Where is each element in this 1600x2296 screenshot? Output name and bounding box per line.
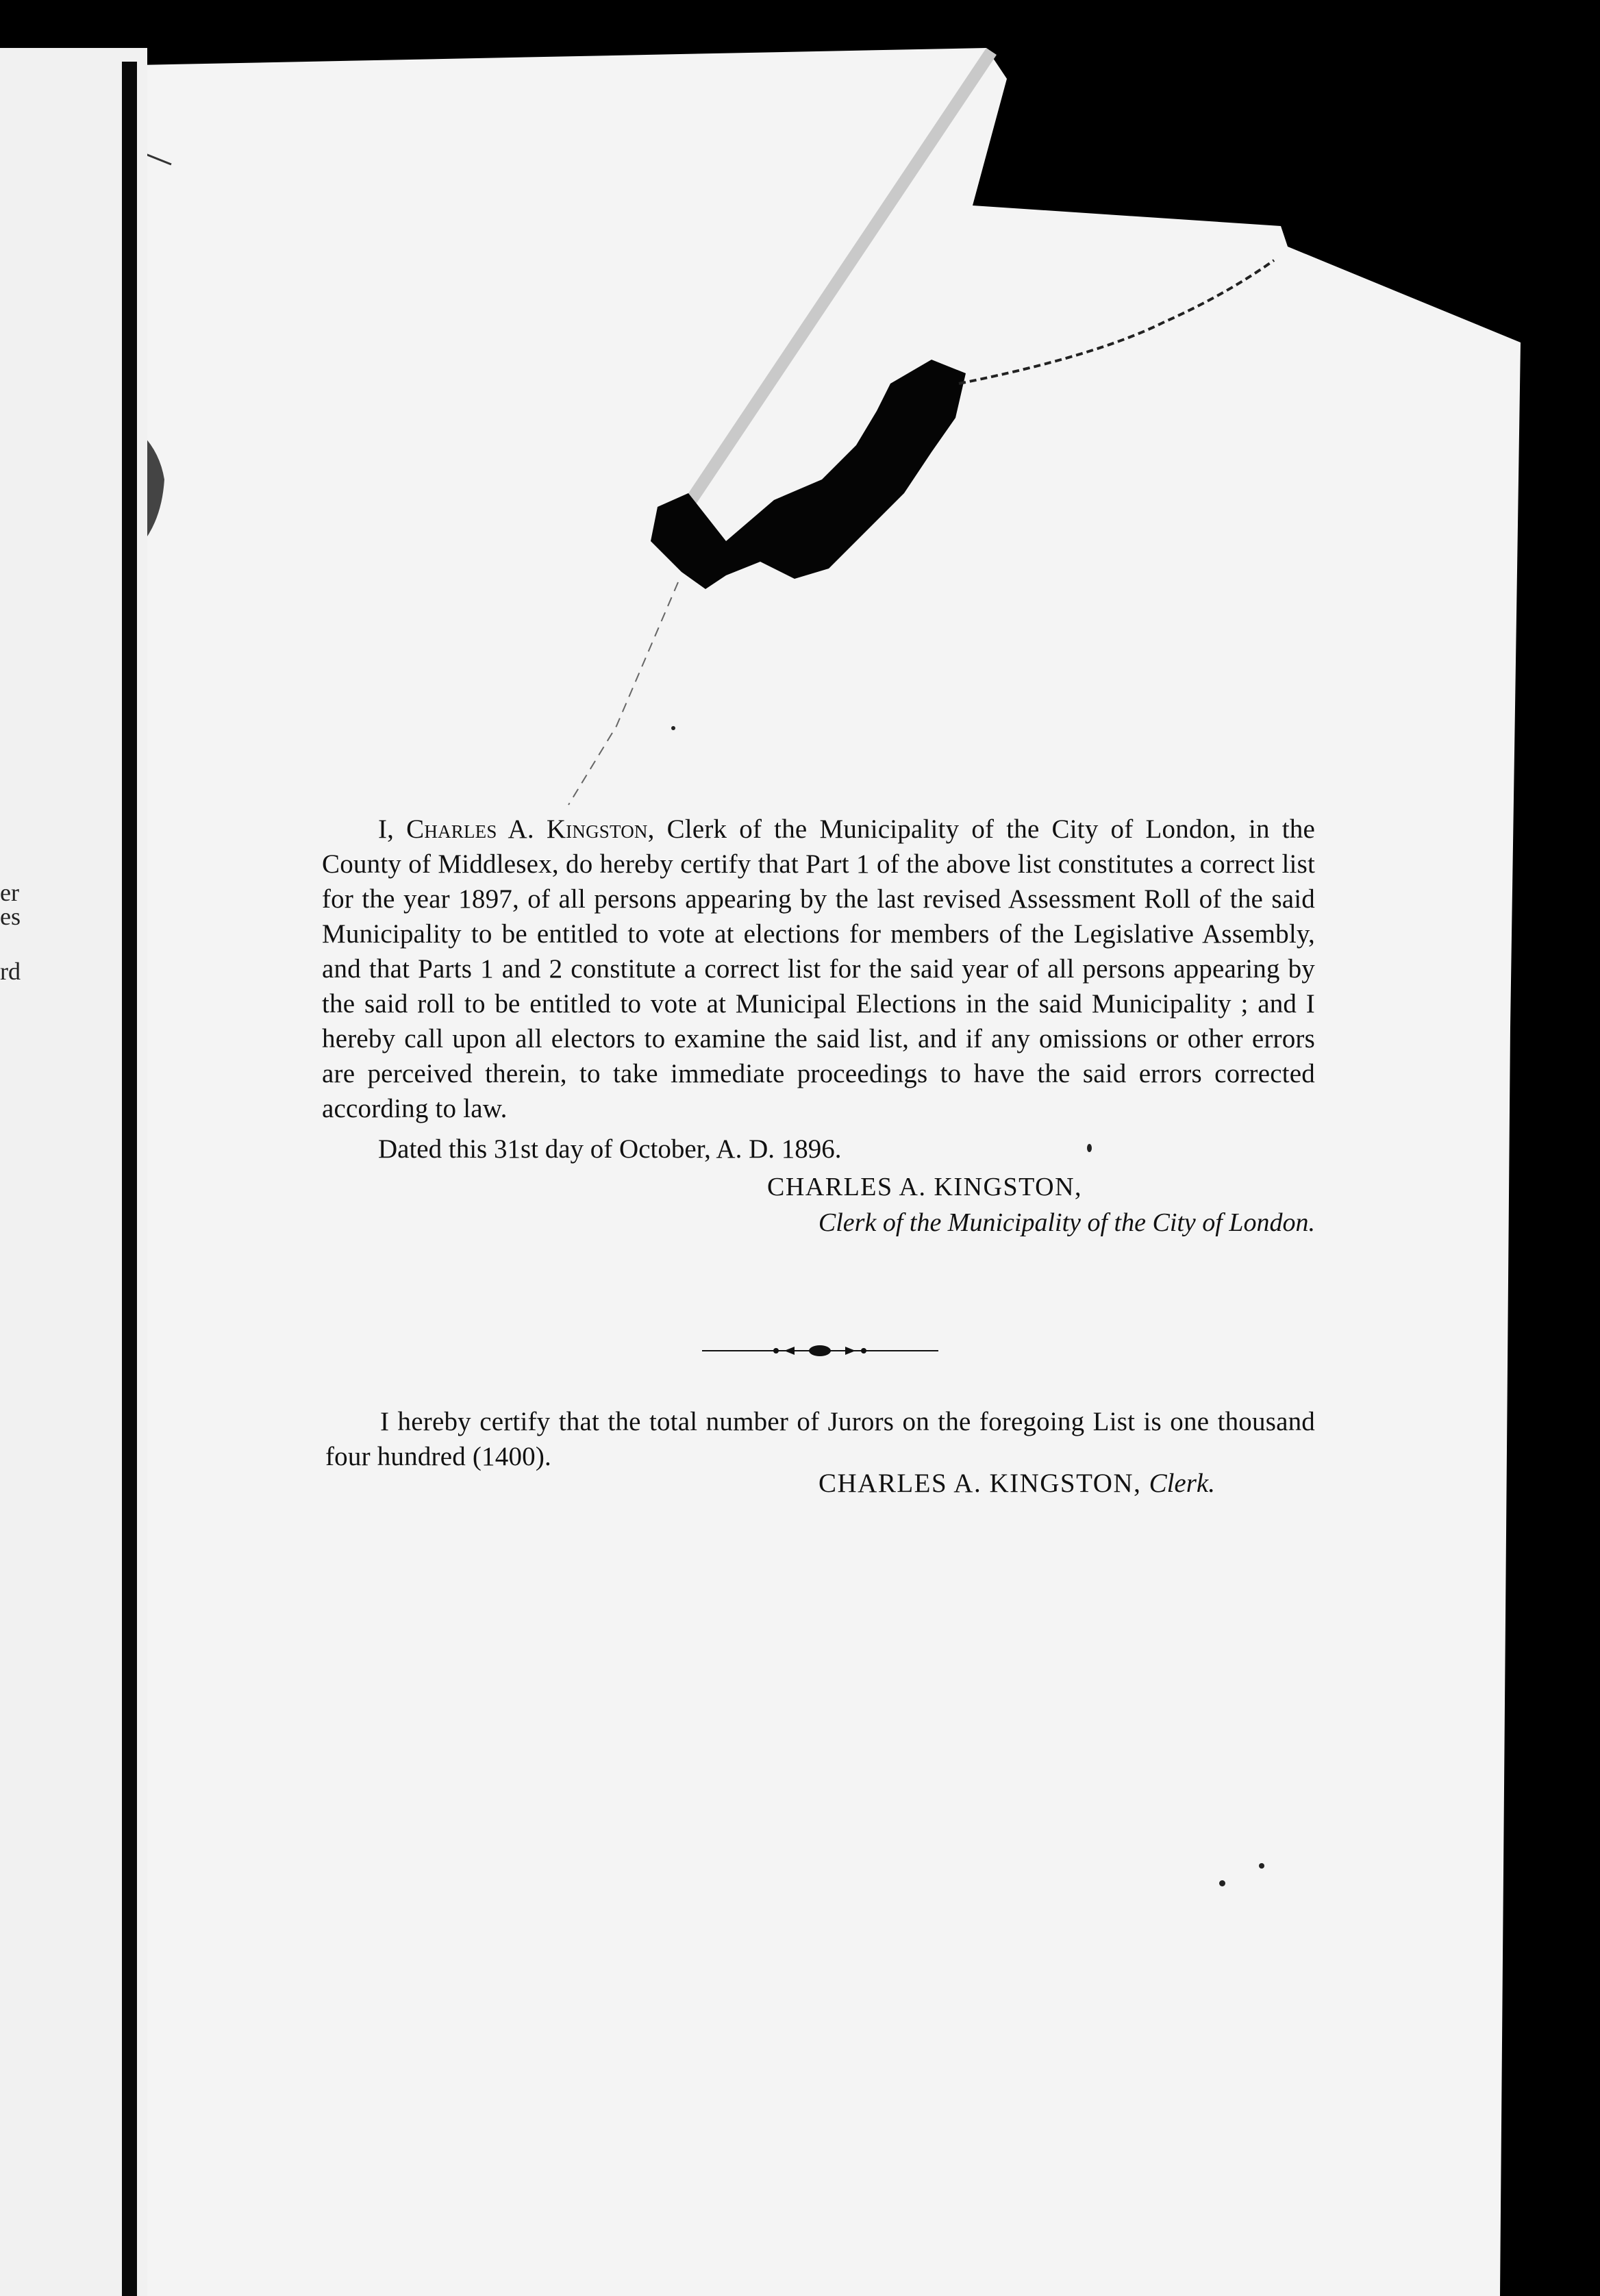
clerk-name-smallcaps: Charles A. Kingston bbox=[406, 814, 648, 844]
signature-name: CHARLES A. KINGSTON, bbox=[767, 1173, 1083, 1201]
pre-name: I, bbox=[378, 814, 407, 844]
jurors-signature-name: CHARLES A. KINGSTON, bbox=[818, 1469, 1142, 1498]
certificate-paragraph bbox=[322, 812, 1315, 1126]
certificate-body: , Clerk of the Municipality of the City of London, in the County of Middlesex, do hereby certify that Part 1 of the above list constitutes a correct list for the year 1897, of all persons appearing by the last revised Assessment Roll of the said Municipality to be entitled to vote at elections for members of the Legislative Assembly, and that Parts 1 and 2 constitute a correct list for the said year of all persons appearing by the said roll to be entitled to vote at Municipal Elections in the said Municipality ; and I hereby call upon all electors to examine the said list, and if any omissions or other errors are perceived therein, to take immediate proceedings to have the said errors corrected according to law. bbox=[322, 814, 1315, 1123]
left-page-fragment: er bbox=[0, 879, 19, 906]
jurors-paragraph: I hereby certify that the total number of Jurors on the foregoing List is one thousand four hundred (1400). bbox=[325, 1407, 1315, 1471]
left-page-fragment: rd bbox=[0, 958, 21, 985]
certificate-block bbox=[322, 812, 1315, 1240]
paper-speck bbox=[1087, 1144, 1092, 1152]
signature-title: Clerk of the Municipality of the City of London. bbox=[818, 1208, 1315, 1237]
paper-speck bbox=[1219, 1880, 1225, 1886]
left-page-fragment: es bbox=[0, 903, 21, 930]
jurors-signature bbox=[818, 1466, 1215, 1501]
dated-line: Dated this 31st day of October, A. D. 1896. bbox=[378, 1134, 842, 1164]
ornamental-rule bbox=[702, 1343, 938, 1359]
paper-speck bbox=[671, 726, 675, 730]
jurors-statement bbox=[325, 1404, 1315, 1474]
jurors-signature-role: Clerk. bbox=[1149, 1469, 1215, 1498]
paper-speck bbox=[1259, 1863, 1264, 1869]
book-binding-gutter bbox=[122, 62, 137, 2296]
